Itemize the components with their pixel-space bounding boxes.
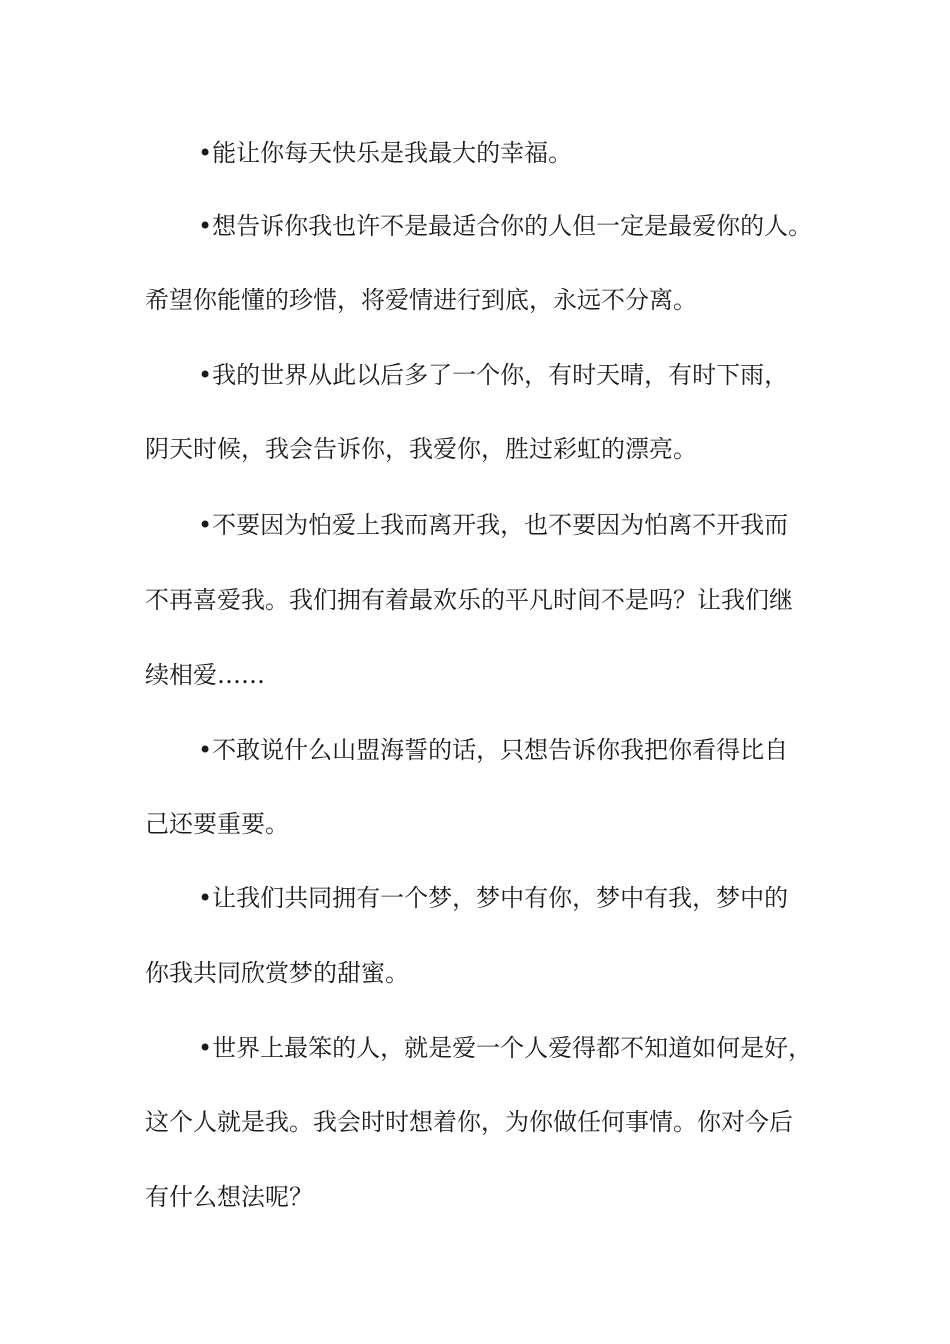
paragraph-4-line-1: •不要因为怕爱上我而离开我，也不要因为怕离不开我而: [198, 511, 789, 539]
paragraph-3-line-2: 阴天时候，我会告诉你，我爱你，胜过彩虹的漂亮。: [145, 435, 697, 463]
paragraph-2-line-2: 希望你能懂的珍惜，将爱情进行到底，永远不分离。: [145, 286, 697, 314]
paragraph-6-line-1: •让我们共同拥有一个梦，梦中有你，梦中有我，梦中的: [198, 884, 789, 912]
paragraph-3-line-1: •我的世界从此以后多了一个你，有时天晴，有时下雨，: [198, 361, 789, 389]
paragraph-1-line-1: •能让你每天快乐是我最大的幸福。: [198, 139, 573, 167]
paragraph-7-line-1: •世界上最笨的人，就是爱一个人爱得都不知道如何是好，: [198, 1034, 813, 1062]
paragraph-2-line-1: •想告诉你我也许不是最适合你的人但一定是最爱你的人。: [198, 212, 813, 240]
paragraph-4-line-2: 不再喜爱我。我们拥有着最欢乐的平凡时间不是吗？让我们继: [145, 586, 793, 614]
paragraph-7-line-3: 有什么想法呢？: [145, 1183, 313, 1211]
paragraph-5-line-2: 己还要重要。: [145, 810, 289, 838]
paragraph-6-line-2: 你我共同欣赏梦的甜蜜。: [145, 959, 409, 987]
paragraph-4-line-3: 续相爱……: [145, 661, 265, 689]
paragraph-7-line-2: 这个人就是我。我会时时想着你，为你做任何事情。你对今后: [145, 1108, 793, 1136]
paragraph-5-line-1: •不敢说什么山盟海誓的话，只想告诉你我把你看得比自: [198, 736, 789, 764]
